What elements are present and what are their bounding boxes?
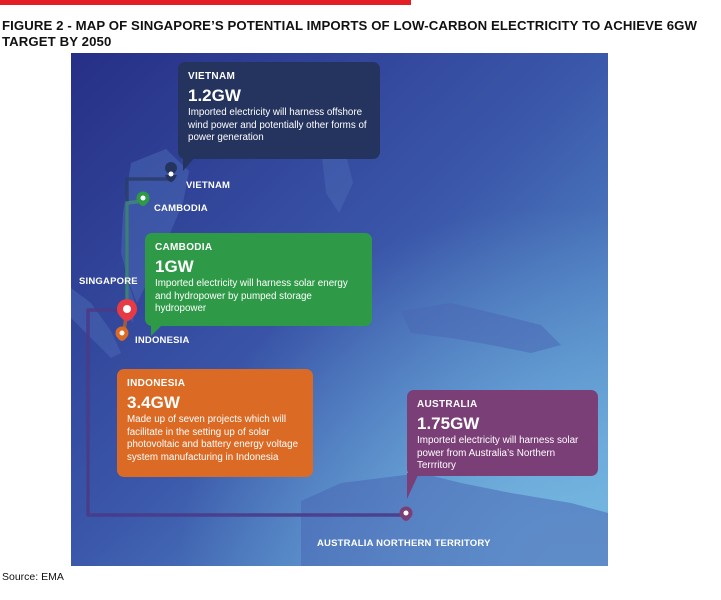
vietnam-description: Imported electricity will harness offshore wind power and potentially other forms of power generation — [188, 107, 367, 143]
source-note: Source: EMA — [2, 571, 64, 583]
vietnam-info-box — [178, 62, 380, 159]
australia-capacity: 1.75GW — [417, 414, 480, 433]
title-accent-bar — [0, 0, 411, 5]
australia-box-title: AUSTRALIA — [417, 399, 478, 410]
indonesia-description: Made up of seven projects which will facilitate in the setting up of solar photovoltaic and battery energy voltage system manufacturing in Indonesia — [127, 414, 299, 463]
australia-info-box — [407, 390, 598, 476]
indonesia-box-title: INDONESIA — [127, 378, 186, 389]
cambodia-description: Imported electricity will harness solar energy and hydropower by pumped storage hydropower — [155, 278, 348, 314]
map-label-vietnam: VIETNAM — [186, 180, 231, 191]
map-label-cambodia: CAMBODIA — [154, 203, 208, 214]
australia-description: Imported electricity will harness solar power from Australia’s Northern Terrritory — [417, 435, 579, 471]
cambodia-info-box — [145, 233, 372, 326]
map-label-singapore: SINGAPORE — [79, 276, 138, 287]
map-label-australia-nt: AUSTRALIA NORTHERN TERRITORY — [317, 538, 491, 549]
cambodia-box-title: CAMBODIA — [155, 242, 213, 253]
map-label-indonesia: INDONESIA — [135, 335, 190, 346]
vietnam-capacity: 1.2GW — [188, 86, 241, 105]
indonesia-info-box — [117, 369, 313, 477]
vietnam-box-title: VIETNAM — [188, 71, 236, 82]
indonesia-capacity: 3.4GW — [127, 393, 180, 412]
cambodia-capacity: 1GW — [155, 257, 194, 276]
figure-title: FIGURE 2 - MAP OF SINGAPORE’S POTENTIAL IMPORTS OF LOW-CARBON ELECTRICITY TO ACHIEVE 6GW TARGET BY 2050 — [2, 18, 698, 49]
map-panel — [71, 53, 608, 566]
